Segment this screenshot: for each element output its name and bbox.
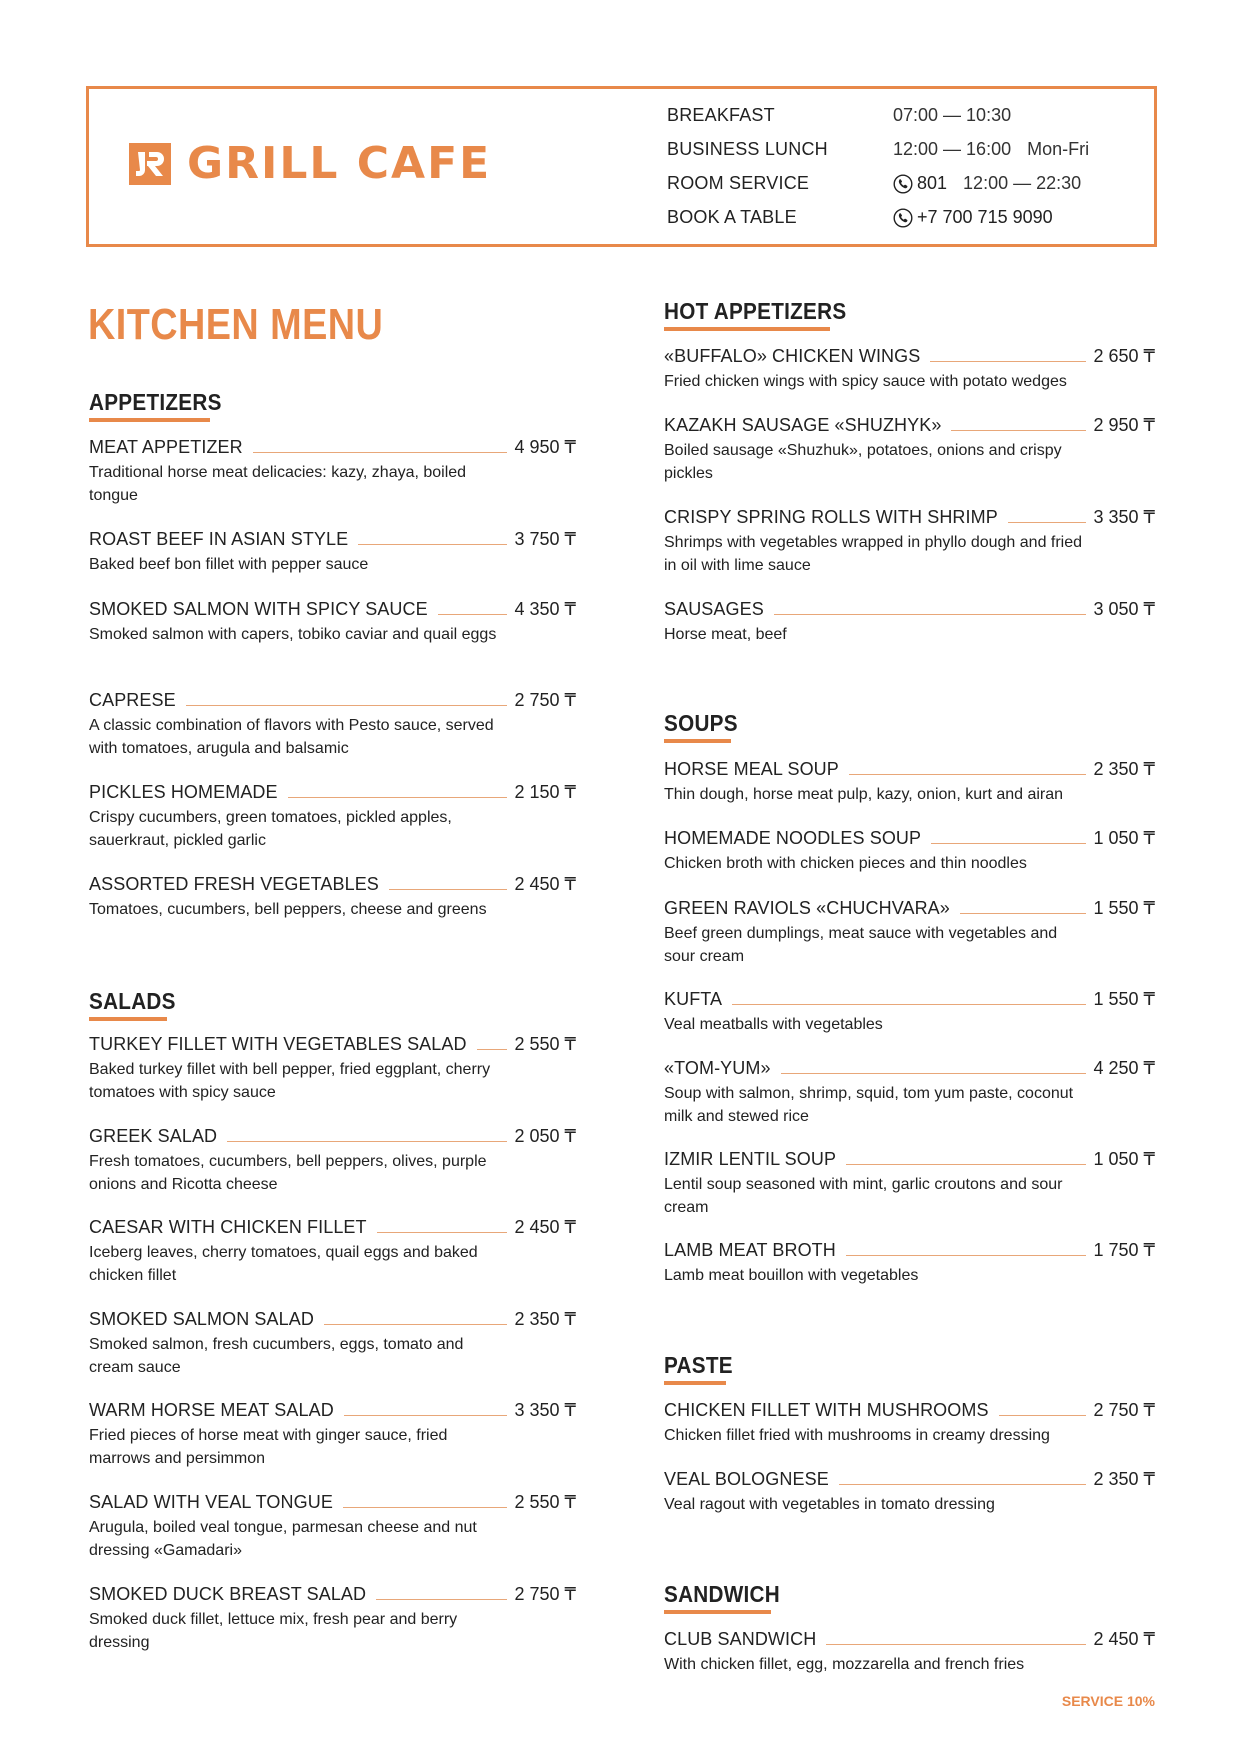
item-name: ASSORTED FRESH VEGETABLES xyxy=(89,874,379,894)
item-description: Smoked salmon, fresh cucumbers, eggs, tomato and cream sauce xyxy=(89,1336,464,1376)
menu-item xyxy=(664,825,1155,875)
item-description: Boiled sausage «Shuzhuk», potatoes, onions and crispy pickles xyxy=(664,442,1062,482)
item-description: Fried chicken wings with spicy sauce with potato wedges xyxy=(664,373,1067,390)
menu-item xyxy=(89,1031,576,1104)
hours-row-room-service xyxy=(667,167,1107,201)
phone-icon xyxy=(893,174,913,194)
item-description: Veal meatballs with vegetables xyxy=(664,1016,883,1033)
dotted-leader xyxy=(846,1255,1086,1256)
dotted-leader xyxy=(344,1415,507,1416)
dotted-leader xyxy=(826,1644,1085,1645)
dotted-leader xyxy=(377,1232,507,1233)
brand-name: GRILL CAFE xyxy=(187,138,492,189)
menu-item xyxy=(664,1466,1155,1516)
hours-value xyxy=(893,173,1081,194)
dotted-leader xyxy=(839,1484,1086,1485)
menu-item xyxy=(89,1397,576,1470)
dotted-leader xyxy=(846,1164,1085,1165)
item-name: ROAST BEEF IN ASIAN STYLE xyxy=(89,529,349,549)
dotted-leader xyxy=(343,1507,507,1508)
room-service-number[interactable]: 801 xyxy=(917,173,948,193)
hours-label: ROOM SERVICE xyxy=(667,173,810,193)
section-underline xyxy=(664,1610,771,1614)
menu-item xyxy=(664,986,1155,1036)
hours-value xyxy=(893,207,1053,228)
menu-item xyxy=(89,1123,576,1196)
dotted-leader xyxy=(288,797,507,798)
item-name: GREEN RAVIOLS «CHUCHVARA» xyxy=(664,898,950,918)
item-price: 3 750 ₸ xyxy=(514,529,576,549)
dotted-leader xyxy=(477,1049,507,1050)
item-name: TURKEY FILLET WITH VEGETABLES SALAD xyxy=(89,1034,467,1054)
item-name: CLUB SANDWICH xyxy=(664,1629,817,1649)
item-price: 4 250 ₸ xyxy=(1093,1058,1155,1078)
booking-phone-number[interactable]: +7 700 715 9090 xyxy=(917,207,1053,227)
page-title: KITCHEN MENU xyxy=(88,300,384,349)
menu-item xyxy=(664,412,1155,485)
dotted-leader xyxy=(774,614,1086,615)
item-description: Chicken fillet fried with mushrooms in creamy dressing xyxy=(664,1427,1050,1444)
phone-icon xyxy=(893,208,913,228)
item-price: 2 550 ₸ xyxy=(514,1034,576,1054)
item-description: Shrimps with vegetables wrapped in phyllo dough and fried in oil with lime sauce xyxy=(664,534,1083,574)
item-description: Smoked duck fillet, lettuce mix, fresh pear and berry dressing xyxy=(89,1611,458,1651)
logo xyxy=(129,138,492,189)
item-name: IZMIR LENTIL SOUP xyxy=(664,1149,837,1169)
dotted-leader xyxy=(358,544,506,545)
item-description: Traditional horse meat delicacies: kazy, zhaya, boiled tongue xyxy=(89,464,467,504)
item-description: Lamb meat bouillon with vegetables xyxy=(664,1267,919,1284)
item-description: Iceberg leaves, cherry tomatoes, quail eggs and baked chicken fillet xyxy=(89,1244,478,1284)
item-name: «TOM-YUM» xyxy=(664,1058,771,1078)
dotted-leader xyxy=(999,1415,1086,1416)
item-price: 1 050 ₸ xyxy=(1093,828,1155,848)
menu-item xyxy=(664,1055,1155,1128)
section-title-paste: PASTE xyxy=(664,1352,733,1378)
menu-item xyxy=(664,1237,1155,1287)
hours-label: BOOK A TABLE xyxy=(667,207,797,227)
dotted-leader xyxy=(960,913,1086,914)
item-description: Lentil soup seasoned with mint, garlic croutons and sour cream xyxy=(664,1176,1063,1216)
section-title-sandwich: SANDWICH xyxy=(664,1581,781,1607)
item-price: 3 350 ₸ xyxy=(1093,507,1155,527)
dotted-leader xyxy=(931,843,1085,844)
item-description: Horse meat, beef xyxy=(664,626,787,643)
item-description: Baked beef bon fillet with pepper sauce xyxy=(89,556,369,573)
item-price: 2 350 ₸ xyxy=(1093,759,1155,779)
item-description: Arugula, boiled veal tongue, parmesan cheese and nut dressing «Gamadari» xyxy=(89,1519,477,1559)
hours-value xyxy=(893,105,1011,126)
dotted-leader xyxy=(186,705,507,706)
menu-item xyxy=(664,895,1155,968)
item-price: 2 450 ₸ xyxy=(1093,1629,1155,1649)
grill-cafe-logo-icon xyxy=(129,143,171,185)
item-name: SAUSAGES xyxy=(664,599,764,619)
item-description: Beef green dumplings, meat sauce with vegetables and sour cream xyxy=(664,925,1058,965)
item-description: Thin dough, horse meat pulp, kazy, onion, kurt and airan xyxy=(664,786,1064,803)
item-name: HOMEMADE NOODLES SOUP xyxy=(664,828,922,848)
item-description: Chicken broth with chicken pieces and thin noodles xyxy=(664,855,1027,872)
item-price: 1 550 ₸ xyxy=(1093,989,1155,1009)
hours-label: BUSINESS LUNCH xyxy=(667,139,828,159)
header-box xyxy=(86,86,1157,247)
hours-time: 12:00 — 16:00 xyxy=(893,139,1012,159)
item-price: 2 150 ₸ xyxy=(514,782,576,802)
item-price: 2 750 ₸ xyxy=(514,690,576,710)
menu-item xyxy=(664,1397,1155,1447)
section-title-salads: SALADS xyxy=(89,988,176,1014)
item-description: Fresh tomatoes, cucumbers, bell peppers, olives, purple onions and Ricotta cheese xyxy=(89,1153,487,1193)
menu-item xyxy=(89,871,576,921)
item-name: MEAT APPETIZER xyxy=(89,437,243,457)
menu-item xyxy=(89,526,576,576)
section-underline xyxy=(664,1381,726,1385)
section-underline xyxy=(89,1017,167,1021)
hours-row-book-table xyxy=(667,201,1107,235)
item-description: Tomatoes, cucumbers, bell peppers, cheese and greens xyxy=(89,901,487,918)
dotted-leader xyxy=(389,889,507,890)
dotted-leader xyxy=(376,1599,506,1600)
item-description: A classic combination of flavors with Pesto sauce, served with tomatoes, arugula and balsamic xyxy=(89,717,494,757)
item-price: 2 750 ₸ xyxy=(514,1584,576,1604)
item-price: 4 950 ₸ xyxy=(514,437,576,457)
section-title-soups: SOUPS xyxy=(664,710,738,736)
section-title-appetizers: APPETIZERS xyxy=(89,389,222,415)
menu-item xyxy=(664,1146,1155,1219)
menu-item xyxy=(89,1306,576,1379)
dotted-leader xyxy=(438,614,507,615)
item-name: CHICKEN FILLET WITH MUSHROOMS xyxy=(664,1400,989,1420)
item-price: 1 750 ₸ xyxy=(1093,1240,1155,1260)
menu-item xyxy=(89,434,576,507)
item-description: Fried pieces of horse meat with ginger sauce, fried marrows and persimmon xyxy=(89,1427,448,1467)
item-price: 4 350 ₸ xyxy=(514,599,576,619)
item-name: SMOKED DUCK BREAST SALAD xyxy=(89,1584,367,1604)
item-price: 2 750 ₸ xyxy=(1093,1400,1155,1420)
item-description: Smoked salmon with capers, tobiko caviar and quail eggs xyxy=(89,626,497,643)
dotted-leader xyxy=(781,1073,1086,1074)
service-charge-note: SERVICE 10% xyxy=(1061,1693,1155,1709)
item-name: KUFTA xyxy=(664,989,723,1009)
dotted-leader xyxy=(732,1004,1085,1005)
item-name: CAESAR WITH CHICKEN FILLET xyxy=(89,1217,367,1237)
dotted-leader xyxy=(951,430,1085,431)
item-name: LAMB MEAT BROTH xyxy=(664,1240,836,1260)
section-underline xyxy=(664,739,731,743)
section-title-hot-appetizers: HOT APPETIZERS xyxy=(664,298,847,324)
item-name: CRISPY SPRING ROLLS WITH SHRIMP xyxy=(664,507,998,527)
item-name: WARM HORSE MEAT SALAD xyxy=(89,1400,334,1420)
section-underline xyxy=(89,418,210,422)
item-price: 2 550 ₸ xyxy=(514,1492,576,1512)
item-name: «BUFFALO» CHICKEN WINGS xyxy=(664,346,921,366)
item-price: 2 450 ₸ xyxy=(514,874,576,894)
dotted-leader xyxy=(324,1324,507,1325)
item-price: 3 050 ₸ xyxy=(1093,599,1155,619)
item-name: VEAL BOLOGNESE xyxy=(664,1469,829,1489)
item-price: 2 950 ₸ xyxy=(1093,415,1155,435)
item-name: CAPRESE xyxy=(89,690,176,710)
hours-time: 12:00 — 22:30 xyxy=(963,173,1082,193)
hours-row-business-lunch xyxy=(667,133,1107,167)
hours-value xyxy=(893,139,1089,160)
hours-time: 07:00 — 10:30 xyxy=(893,105,1012,125)
menu-item xyxy=(664,504,1155,577)
hours-panel xyxy=(667,99,1107,235)
item-price: 2 350 ₸ xyxy=(514,1309,576,1329)
dotted-leader xyxy=(1008,522,1086,523)
menu-item xyxy=(664,756,1155,806)
item-price: 2 650 ₸ xyxy=(1093,346,1155,366)
menu-item xyxy=(664,1626,1155,1676)
item-price: 1 550 ₸ xyxy=(1093,898,1155,918)
dotted-leader xyxy=(849,774,1086,775)
item-description: Veal ragout with vegetables in tomato dressing xyxy=(664,1496,995,1513)
menu-item xyxy=(89,1581,576,1654)
item-price: 2 350 ₸ xyxy=(1093,1469,1155,1489)
hours-label: BREAKFAST xyxy=(667,105,775,125)
item-name: KAZAKH SAUSAGE «SHUZHYK» xyxy=(664,415,942,435)
menu-item xyxy=(89,1214,576,1287)
dotted-leader xyxy=(253,452,507,453)
dotted-leader xyxy=(227,1141,506,1142)
menu-item xyxy=(89,687,576,760)
item-price: 2 450 ₸ xyxy=(514,1217,576,1237)
menu-item xyxy=(89,779,576,852)
item-name: SALAD WITH VEAL TONGUE xyxy=(89,1492,333,1512)
hours-days: Mon-Fri xyxy=(1027,139,1090,159)
item-description: With chicken fillet, egg, mozzarella and french fries xyxy=(664,1656,1025,1673)
item-name: PICKLES HOMEMADE xyxy=(89,782,278,802)
item-description: Soup with salmon, shrimp, squid, tom yum paste, coconut milk and stewed rice xyxy=(664,1085,1074,1125)
section-underline xyxy=(664,327,830,331)
item-name: SMOKED SALMON WITH SPICY SAUCE xyxy=(89,599,428,619)
menu-item xyxy=(89,1489,576,1562)
item-name: GREEK SALAD xyxy=(89,1126,218,1146)
item-price: 2 050 ₸ xyxy=(514,1126,576,1146)
menu-item xyxy=(89,596,576,646)
item-name: SMOKED SALMON SALAD xyxy=(89,1309,314,1329)
item-name: HORSE MEAL SOUP xyxy=(664,759,839,779)
item-price: 1 050 ₸ xyxy=(1093,1149,1155,1169)
menu-item xyxy=(664,343,1155,393)
menu-item xyxy=(664,596,1155,646)
hours-row-breakfast xyxy=(667,99,1107,133)
item-price: 3 350 ₸ xyxy=(514,1400,576,1420)
item-description: Crispy cucumbers, green tomatoes, pickled apples, sauerkraut, pickled garlic xyxy=(89,809,452,849)
item-description: Baked turkey fillet with bell pepper, fried eggplant, cherry tomatoes with spicy sauce xyxy=(89,1061,491,1101)
dotted-leader xyxy=(930,361,1085,362)
